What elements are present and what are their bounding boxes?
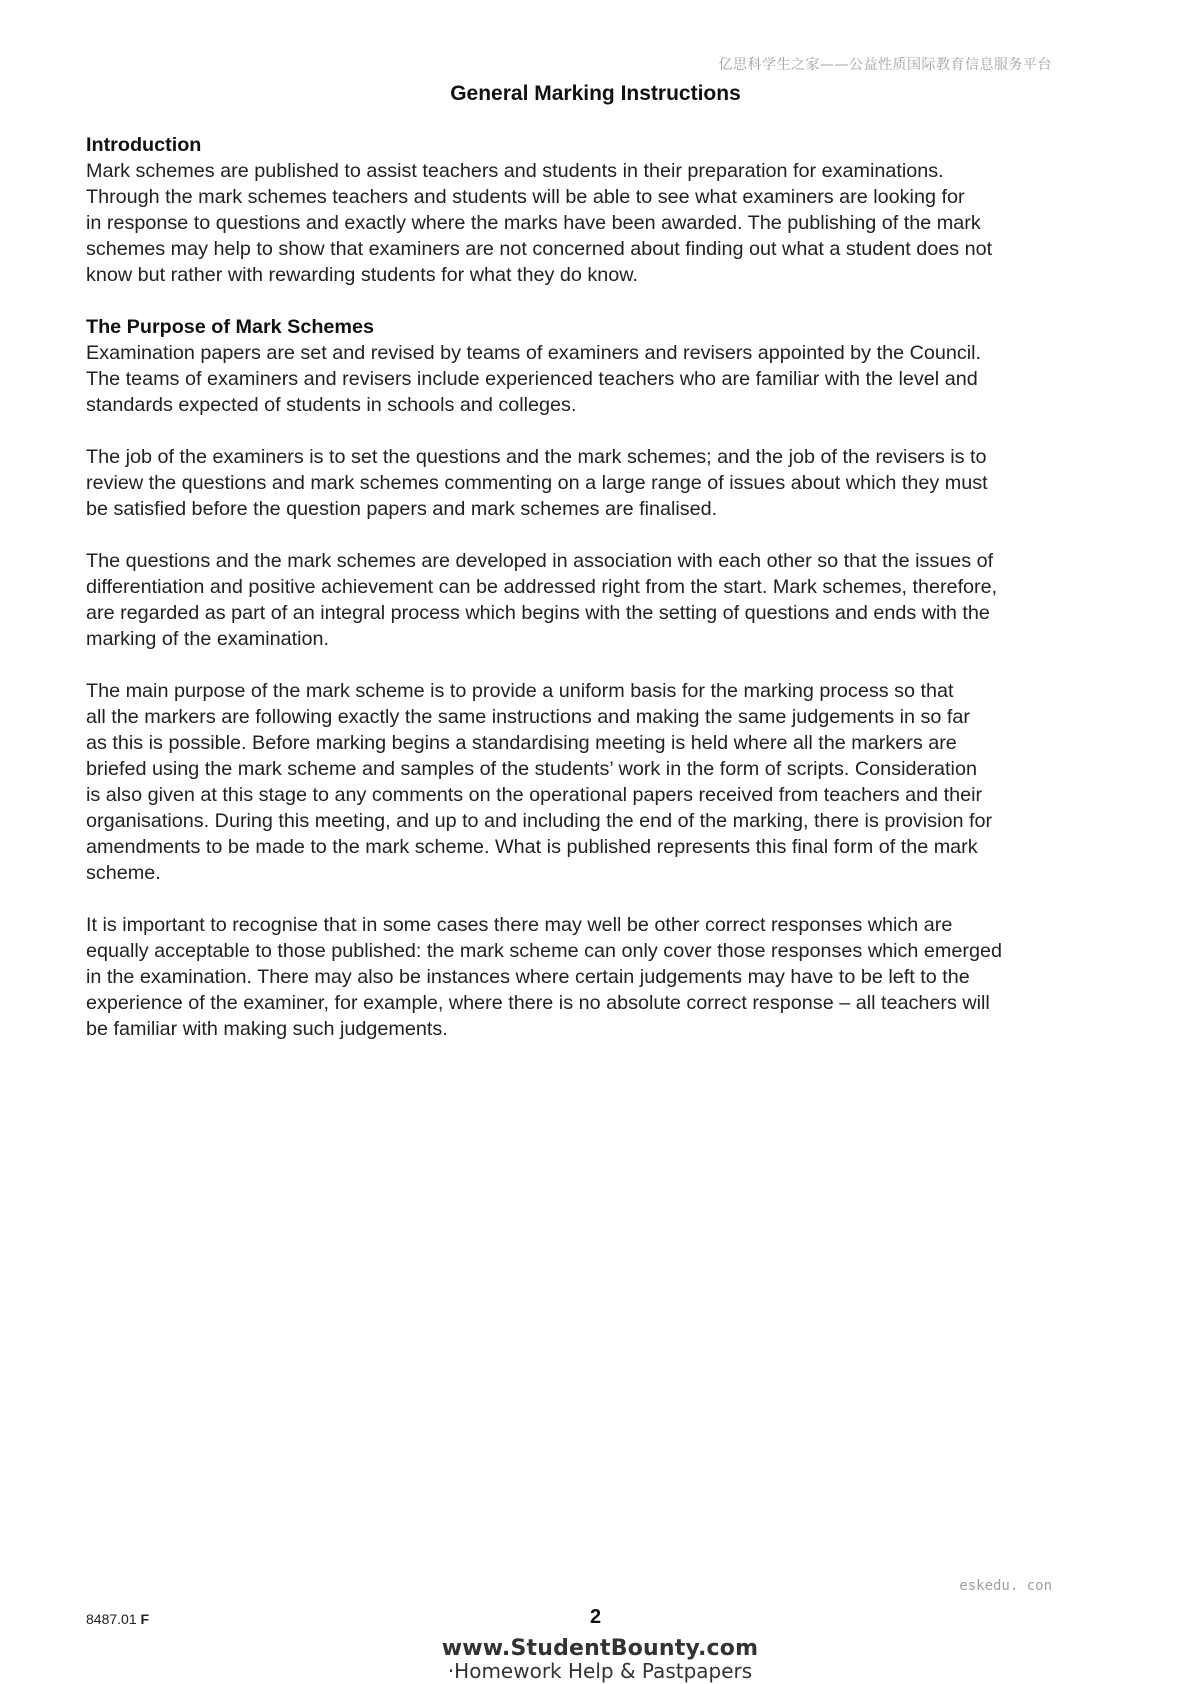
page-title: General Marking Instructions (450, 82, 741, 105)
purpose-paragraph-4: The main purpose of the mark scheme is to provide a uniform basis for the marking process so that all the markers are following exactly the same instructions and making the same judgements in so far as this is possible. Before marking begins a standardising meeting is held where all the markers are briefed using the mark scheme and samples of the students’ work in the form of scripts. Consideration is also given at this stage to any comments on the operational papers received from teachers and their organisations. During this meeting, and up to and including the end of the marking, there is provision for amendments to be made to the mark scheme. What is published represents this final form of the mark scheme. (86, 680, 993, 884)
purpose-paragraph-3: The questions and the mark schemes are developed in association with each other so that the issues of differentiation and positive achievement can be addressed right from the start. Mark schemes, therefore, are regarded as part of an integral process which begins with the setting of questions and ends with the marking of the examination. (86, 550, 998, 650)
introduction-paragraph: Mark schemes are published to assist teachers and students in their preparation for examinations. Through the mark schemes teachers and students will be able to see what examiners are looking for in response to questions and exactly where the marks have been awarded. The publishing of the mark schemes may help to show that examiners are not concerned about finding out what a student does not know but rather with rewarding students for what they do know. (86, 160, 993, 286)
paper-code-number: 8487.01 (86, 1611, 137, 1627)
purpose-paragraph-2: The job of the examiners is to set the questions and the mark schemes; and the job of the revisers is to review the questions and mark schemes commenting on a large range of issues about which they must be satisfied before the question papers and mark schemes are finalised. (86, 446, 988, 520)
purpose-paragraph-5: It is important to recognise that in some cases there may well be other correct responses which are equally acceptable to those published: the mark scheme can only cover those responses which emerged in the examination. There may also be instances where certain judgements may have to be left to the experience of the examiner, for example, where there is no absolute correct response – all teachers will be familiar with making such judgements. (86, 914, 1002, 1040)
introduction-heading: Introduction (86, 134, 202, 156)
logo-url-text: www.StudentBounty.com (441, 1636, 759, 1661)
purpose-paragraph-1: Examination papers are set and revised by teams of examiners and revisers appointed by the Council. The teams of examiners and revisers include experienced teachers who are familiar with the level and standards expected of students in schools and colleges. (86, 342, 982, 416)
purpose-heading: The Purpose of Mark Schemes (86, 316, 375, 338)
page-number: 2 (589, 1606, 602, 1628)
purpose-section (86, 314, 1116, 1042)
paper-code-suffix: F (140, 1611, 150, 1627)
document-body (86, 132, 1116, 1068)
introduction-section (86, 132, 1116, 288)
watermark-top: 亿思科学生之家——公益性质国际教育信息服务平台 (718, 57, 1052, 73)
studentbounty-logo (440, 1638, 760, 1682)
logo-tagline-text: ·Homework Help & Pastpapers (447, 1659, 753, 1683)
watermark-bottom: eskedu. con (959, 1578, 1052, 1594)
